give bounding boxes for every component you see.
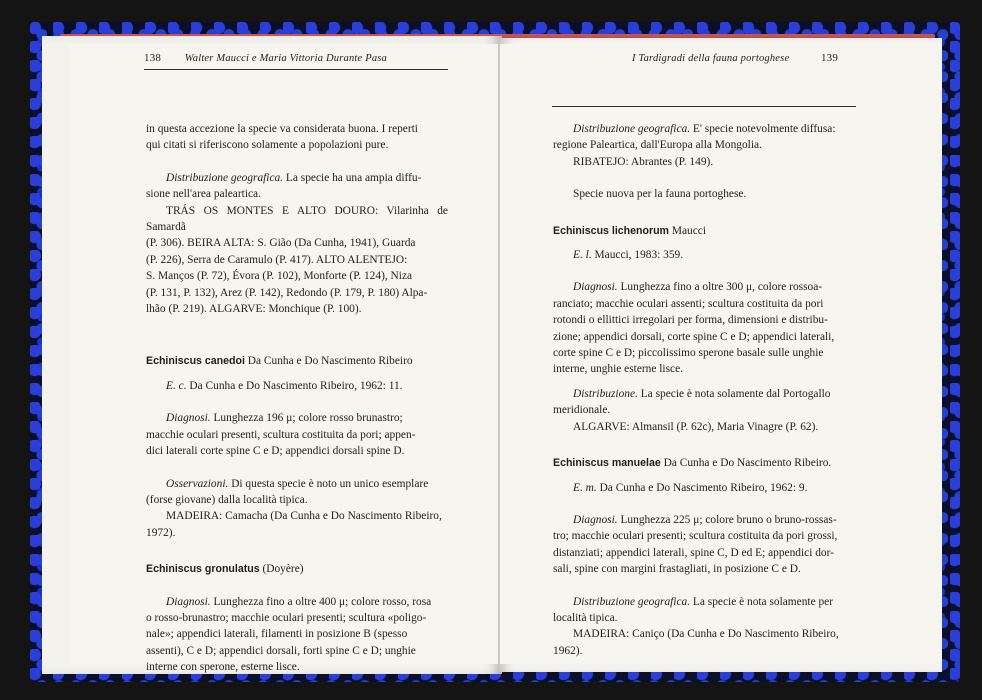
- distribution-paragraph: [553, 121, 856, 137]
- text-span: Lunghezza fino a oltre 400 μ; colore rosso, rosa: [210, 595, 432, 608]
- reference-line: [146, 378, 448, 394]
- text-line: (P. 306). BEIRA ALTA: S. Gião (Da Cunha, 1941), Guarda: [146, 237, 416, 250]
- species-heading-canedoi: [146, 353, 448, 369]
- right-running-head: [632, 52, 838, 68]
- text-line: (P. 131, P. 132), Arez (P. 142), Redondo (P. 179, P. 180) Alpa-: [146, 286, 428, 299]
- text-line: o rosso-brunastro; macchie oculari presenti; scultura «poligo-: [146, 611, 427, 624]
- species-author: (Doyère): [259, 563, 304, 576]
- diagnosis-paragraph: [553, 279, 856, 295]
- text-span: E' specie notevolmente diffusa:: [690, 123, 836, 135]
- ref-abbr: E. c.: [166, 379, 187, 392]
- section-label: Distribuzione geografica.: [573, 595, 691, 608]
- species-heading-lichenorum: [553, 223, 856, 239]
- text-line: MADEIRA: Camacha (Da Cunha e Do Nascimento Ribeiro,: [166, 510, 442, 523]
- left-head-rule: [144, 69, 448, 70]
- distribution-paragraph: [553, 594, 856, 610]
- right-head-rule: [552, 106, 856, 107]
- ref-abbr: E. m.: [573, 481, 597, 494]
- text-line: ranciato; macchie oculari assenti; scultura costituita da pori: [553, 297, 824, 310]
- section-label: Osservazioni.: [166, 477, 229, 490]
- text-line: macchie oculari presenti, scultura costituita da pori; appen-: [146, 428, 416, 441]
- text-span: La specie è nota solamente per: [690, 595, 834, 608]
- text-line: distanziati; appendici laterali, spine C, D ed E; appendici dor-: [553, 546, 834, 559]
- species-author: Da Cunha e Do Nascimento Ribeiro.: [660, 457, 832, 470]
- section-label: Distribuzione.: [573, 387, 638, 400]
- section-label: Distribuzione geografica.: [166, 171, 284, 184]
- ref-text: Maucci, 1983: 359.: [591, 249, 684, 262]
- text-line: tro; macchie oculari presenti; scultura costituita da pori grossi,: [553, 530, 838, 543]
- left-running-head: [144, 52, 387, 68]
- text-line: interne con sperone, esterne lisce.: [146, 661, 300, 674]
- text-line: nale»; appendici laterali, filamenti in posizione B (spesso: [146, 628, 408, 641]
- species-name: Echiniscus canedoi: [146, 355, 245, 368]
- text-line: zione; appendici dorsali, corte spine C e D; appendici laterali,: [553, 330, 835, 343]
- text-span: Di questa specie è noto un unico esemplare: [228, 477, 429, 490]
- text-span: Lunghezza 225 μ; colore bruno o bruno-rossas-: [617, 513, 837, 526]
- ref-text: Da Cunha e Do Nascimento Ribeiro, 1962: 9.: [596, 481, 808, 494]
- reference-line: [553, 480, 856, 496]
- species-heading-manuelae: [553, 455, 856, 471]
- text-line: sione nell'area paleartica.: [146, 188, 261, 201]
- text-line: RIBATEJO: Abrantes (P. 149).: [573, 155, 714, 168]
- text-line: rotondi o ellittici irregolari per forma, dimensioni e distribu-: [553, 314, 828, 327]
- text-line: (forse giovane) dalla località tipica.: [146, 493, 308, 506]
- text-line: interne, unghie esterne lisce.: [553, 363, 683, 376]
- right-page-number: 139: [820, 52, 839, 64]
- text-line: Specie nuova per la fauna portoghese.: [573, 188, 747, 201]
- distribution-paragraph: [553, 386, 856, 402]
- text-span: Lunghezza fino a oltre 300 μ, colore rossoa-: [617, 281, 823, 294]
- section-label: Diagnosi.: [166, 412, 211, 425]
- text-line: TRÁS OS MONTES E ALTO DOURO: Vilarinha de Samardã: [146, 204, 448, 234]
- ref-abbr: E. l.: [573, 249, 592, 262]
- section-label: Diagnosi.: [166, 595, 211, 608]
- right-body: [553, 121, 856, 659]
- text-line: 1962).: [553, 644, 583, 657]
- text-span: Lunghezza 196 μ; colore rosso brunastro;: [210, 412, 403, 425]
- text-line: sali, spine con margini frastagliati, in posizione C e D.: [553, 563, 801, 576]
- left-running-title: Walter Maucci e Maria Vittoria Durante Pasa: [184, 53, 388, 64]
- species-author: Da Cunha e Do Nascimento Ribeiro: [244, 355, 413, 368]
- observations-paragraph: [146, 476, 448, 492]
- text-line: lhão (P. 219). ALGARVE: Monchique (P. 100).: [146, 303, 362, 316]
- text-line: qui citati si riferiscono solamente a popolazioni pure.: [146, 139, 389, 152]
- left-page-number: 138: [144, 52, 162, 64]
- species-name: Echiniscus manuelae: [553, 457, 661, 470]
- species-heading-gronulatus: [146, 561, 448, 577]
- text-line: in questa accezione la specie va considerata buona. I reperti: [146, 123, 418, 135]
- text-line: 1972).: [146, 526, 176, 539]
- distribution-paragraph: [146, 170, 448, 186]
- text-line: assenti), C e D; appendici dorsali, forti spine C e D; unghie: [146, 644, 416, 657]
- text-line: S. Manços (P. 72), Évora (P. 102), Monforte (P. 124), Niza: [146, 270, 413, 283]
- text-line: corte spine C e D; piccolissimo sperone basale sulle unghie: [553, 347, 824, 360]
- section-label: Diagnosi.: [573, 281, 618, 294]
- diagnosis-paragraph: [553, 512, 856, 528]
- text-line: ALGARVE: Almansil (P. 62c), Maria Vinagre (P. 62).: [573, 420, 819, 433]
- left-body: [146, 121, 448, 676]
- text-line: (P. 226), Serra de Caramulo (P. 417). ALTO ALENTEJO:: [146, 253, 408, 266]
- diagnosis-paragraph: [146, 410, 448, 426]
- text-line: MADEIRA: Caniço (Da Cunha e Do Nascimento Ribeiro,: [573, 628, 839, 641]
- text-line: regione Paleartica, dall'Europa alla Mongolia.: [553, 139, 762, 152]
- diagnosis-paragraph: [146, 594, 448, 610]
- species-author: Maucci: [668, 224, 706, 237]
- species-name: Echiniscus gronulatus: [146, 563, 260, 576]
- reference-line: [553, 247, 856, 263]
- text-line: località tipica.: [553, 611, 618, 624]
- text-line: dici laterali corte spine C e D; appendici dorsali spine D.: [146, 445, 405, 458]
- right-running-title: I Tardigradi della fauna portoghese: [632, 53, 790, 64]
- section-label: Distribuzione geografica.: [573, 123, 691, 135]
- text-line: meridionale.: [553, 404, 611, 417]
- text-span: La specie ha una ampia diffu-: [283, 171, 422, 184]
- section-label: Diagnosi.: [573, 513, 618, 526]
- text-span: La specie è nota solamente dal Portogallo: [637, 387, 831, 400]
- species-name: Echiniscus lichenorum: [553, 224, 669, 237]
- ref-text: Da Cunha e Do Nascimento Ribeiro, 1962: 11.: [186, 379, 403, 392]
